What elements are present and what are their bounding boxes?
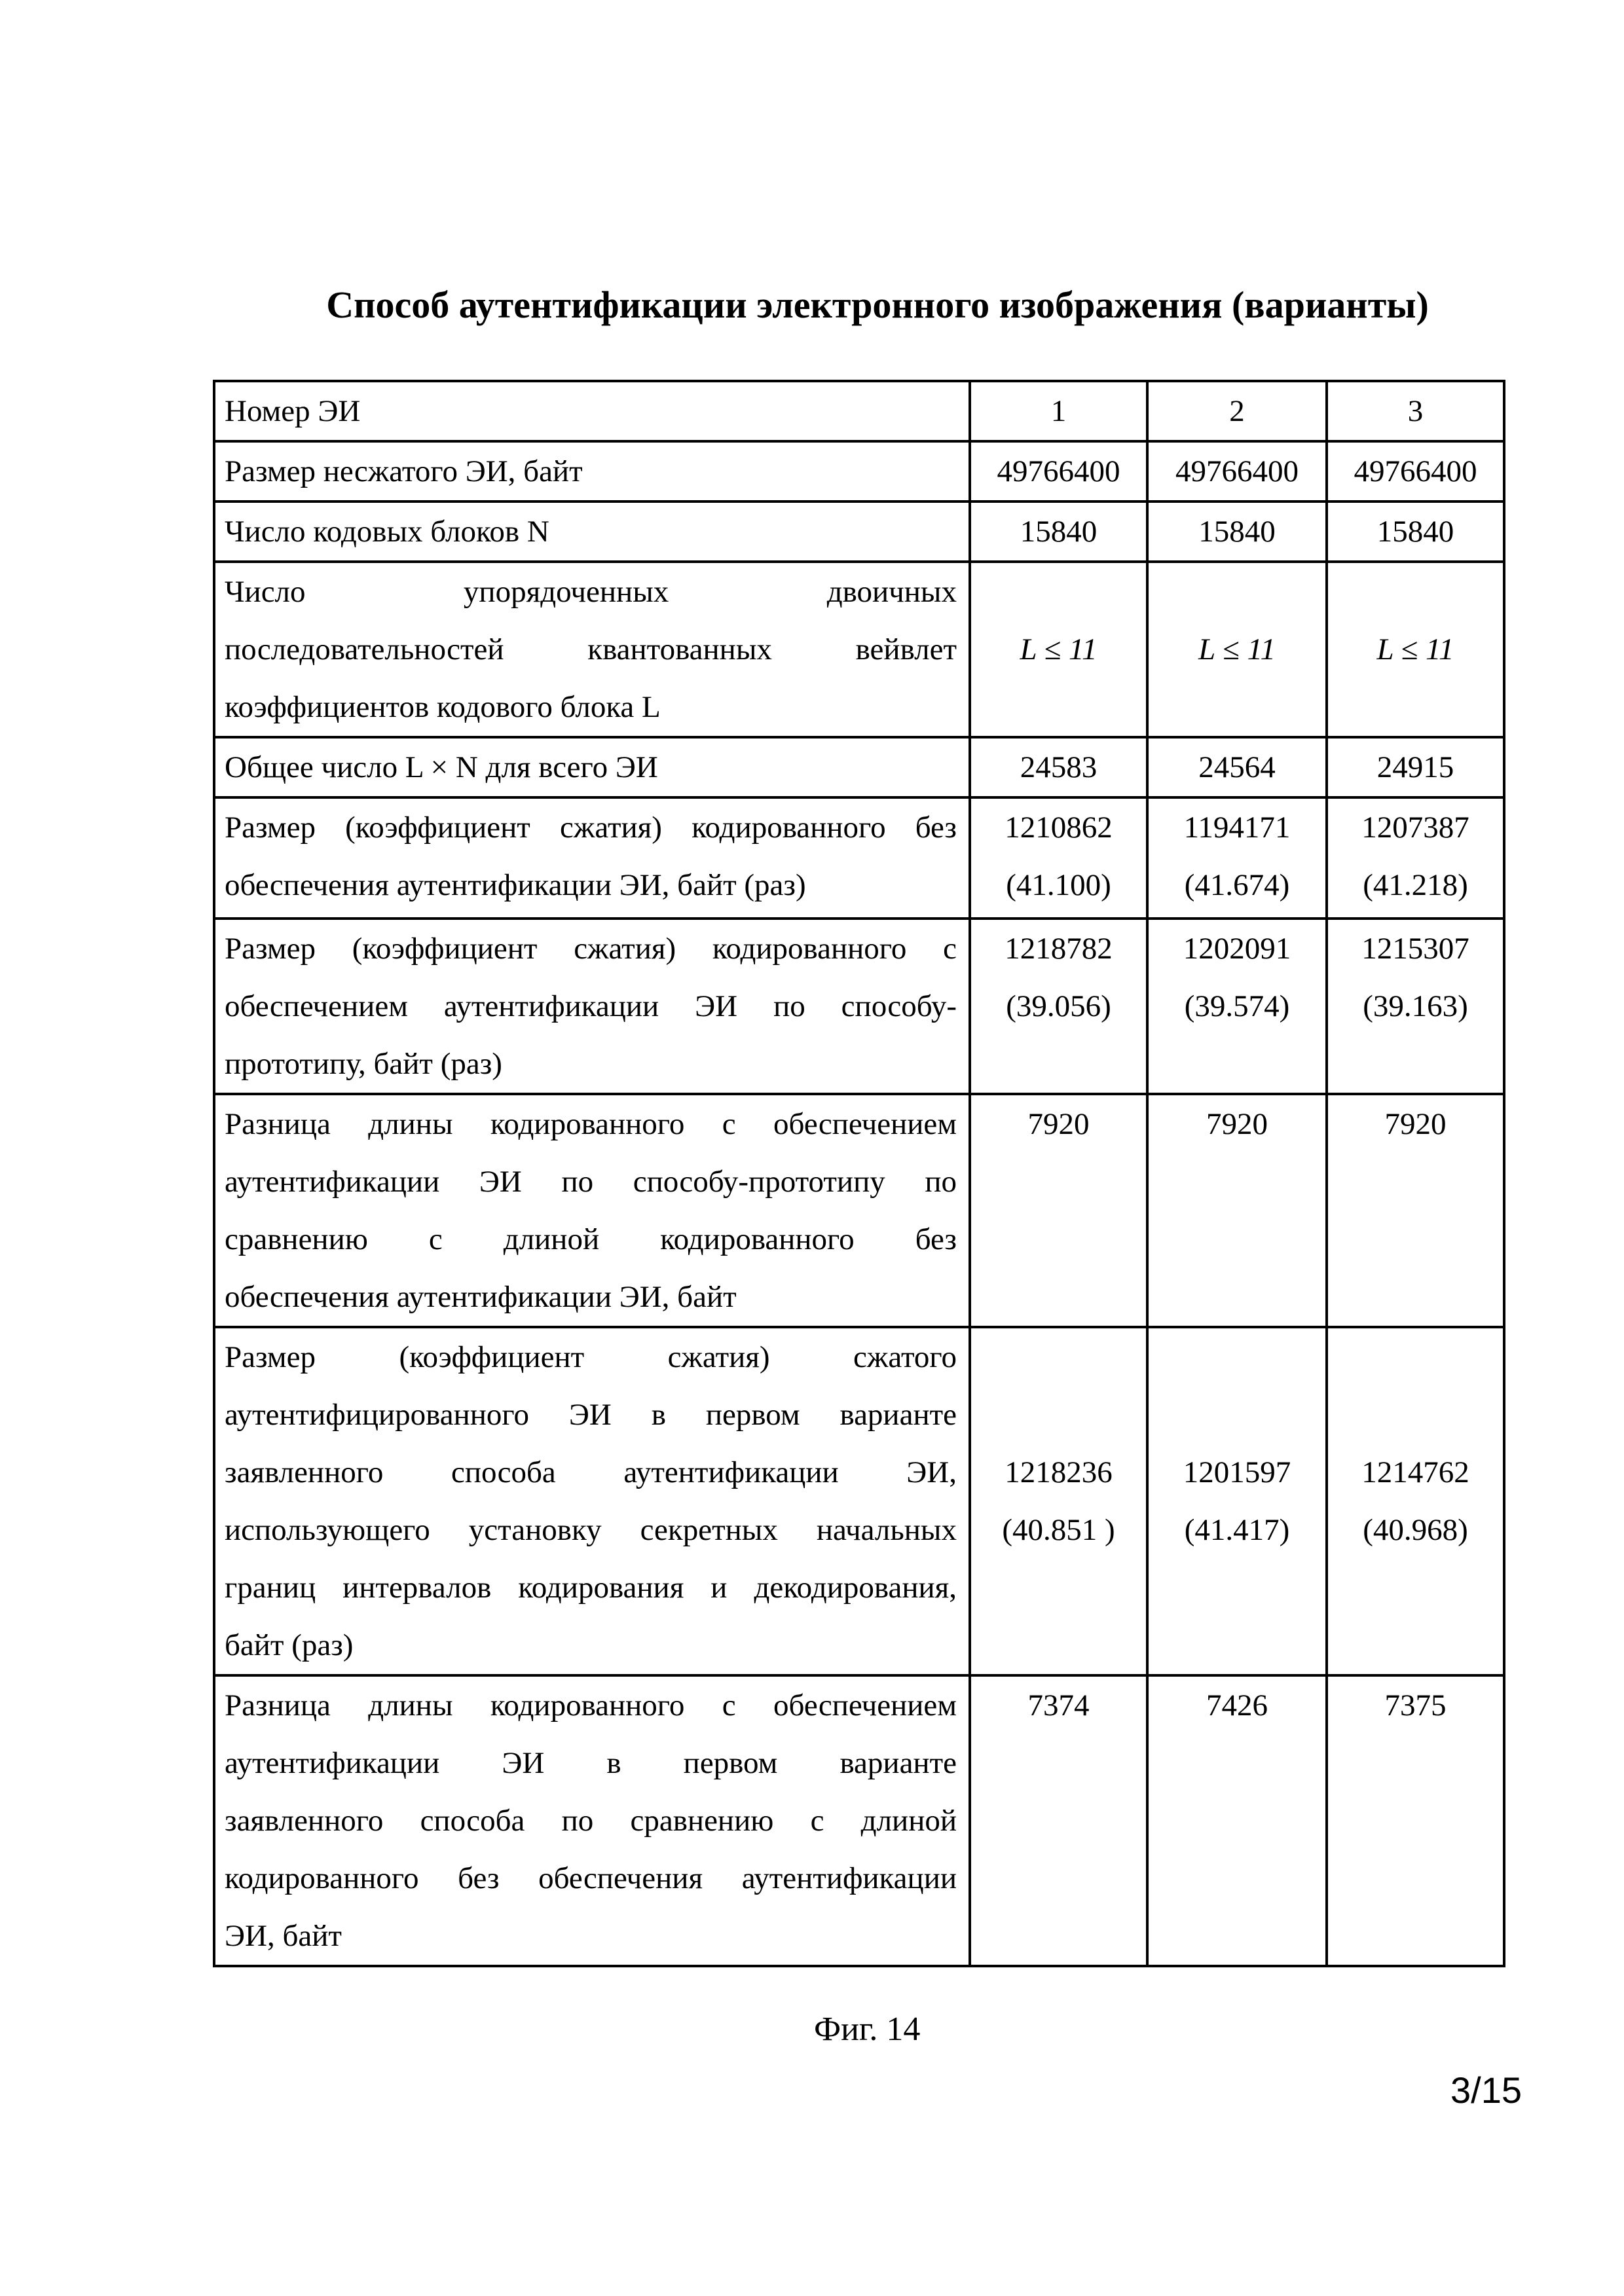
row-label-line: Число упорядоченных двоичных: [225, 575, 957, 609]
row-label-line: использующего установку секретных начальных: [225, 1513, 957, 1547]
value-cell-col-3: [1327, 737, 1504, 797]
value-cell-col-1: [970, 1327, 1147, 1675]
cell-value: 7920: [1027, 1107, 1090, 1141]
table-row: [214, 737, 1504, 797]
row-label-line: заявленного способа по сравнению с длиной: [225, 1804, 957, 1838]
value-cell-col-1: [970, 1675, 1147, 1966]
cell-value: 1215307: [1361, 932, 1469, 966]
row-label-line: Размер (коэффициент сжатия) сжатого: [225, 1340, 957, 1374]
value-cell-col-2: [1147, 441, 1327, 501]
row-label-line: обеспечения аутентификации ЭИ, байт (раз): [225, 868, 806, 902]
value-cell-col-3: [1327, 441, 1504, 501]
cell-compression-ratio: (39.163): [1363, 989, 1468, 1023]
results-table: [213, 380, 1505, 1967]
value-cell-col-1: [970, 919, 1147, 1094]
cell-value: 7375: [1384, 1688, 1447, 1722]
row-label-line: кодированного без обеспечения аутентификации: [225, 1861, 957, 1895]
cell-value: 49766400: [1354, 454, 1477, 488]
row-label-cell: [214, 562, 970, 737]
value-cell-col-1: [970, 737, 1147, 797]
table-row: [214, 797, 1504, 919]
cell-value: 1201597: [1183, 1455, 1291, 1489]
row-label-line: коэффициентов кодового блока L: [225, 690, 661, 724]
value-cell-col-2: [1147, 501, 1327, 562]
row-label-cell: [214, 441, 970, 501]
value-cell-col-1: [970, 1094, 1147, 1327]
row-label-line: Разница длины кодированного с обеспечением: [225, 1688, 957, 1722]
figure-caption: Фиг. 14: [814, 2011, 921, 2048]
cell-compression-ratio: (40.968): [1363, 1513, 1468, 1547]
cell-compression-ratio: (40.851 ): [1002, 1513, 1115, 1547]
cell-value: L ≤ 11: [1376, 632, 1454, 666]
table-header-row: [214, 381, 1504, 441]
cell-compression-ratio: (39.056): [1006, 989, 1111, 1023]
row-label-line: последовательностей квантованных вейвлет: [225, 632, 957, 666]
table-row: [214, 441, 1504, 501]
cell-value: L ≤ 11: [1020, 632, 1098, 666]
row-label-line: Число кодовых блоков N: [225, 515, 549, 549]
value-cell-col-3: [1327, 501, 1504, 562]
row-label-line: Размер (коэффициент сжатия) кодированного с: [225, 932, 957, 966]
row-label-line: заявленного способа аутентификации ЭИ,: [225, 1455, 957, 1489]
cell-value: 49766400: [997, 454, 1120, 488]
cell-value: 7426: [1206, 1688, 1268, 1722]
document-title: Способ аутентификации электронного изображения (варианты): [326, 283, 1429, 326]
row-label-line: сравнению с длиной кодированного без: [225, 1222, 957, 1256]
value-cell-col-3: [1327, 1675, 1504, 1966]
value-cell-col-1: [970, 441, 1147, 501]
cell-value: 24583: [1020, 750, 1098, 784]
row-label-line: ЭИ, байт: [225, 1919, 342, 1953]
value-cell-col-2: [1147, 919, 1327, 1094]
cell-value: 1218236: [1005, 1455, 1113, 1489]
row-label-line: байт (раз): [225, 1628, 354, 1662]
row-label-cell: [214, 1327, 970, 1675]
row-label-line: границ интервалов кодирования и декодирования,: [225, 1571, 957, 1605]
cell-compression-ratio: (41.674): [1184, 868, 1290, 902]
cell-value: 7920: [1384, 1107, 1447, 1141]
table-row: [214, 1675, 1504, 1966]
value-cell-col-3: [1327, 797, 1504, 919]
value-cell-col-1: [970, 562, 1147, 737]
page-number: 3/15: [1450, 2069, 1522, 2111]
cell-value: 1218782: [1005, 932, 1113, 966]
row-label-cell: [214, 1094, 970, 1327]
value-cell-col-3: [1327, 919, 1504, 1094]
row-label-cell: [214, 919, 970, 1094]
table-row: [214, 1094, 1504, 1327]
cell-value: 1210862: [1005, 811, 1113, 845]
row-label-line: обеспечения аутентификации ЭИ, байт: [225, 1280, 737, 1314]
cell-compression-ratio: (41.417): [1184, 1513, 1290, 1547]
value-cell-col-1: [970, 797, 1147, 919]
row-label-line: прототипу, байт (раз): [225, 1047, 502, 1081]
value-cell-col-3: [1327, 1327, 1504, 1675]
row-label-cell: [214, 501, 970, 562]
header-label-cell: [214, 381, 970, 441]
value-cell-col-2: [1147, 1094, 1327, 1327]
cell-value: 49766400: [1175, 454, 1299, 488]
row-label-line: Размер несжатого ЭИ, байт: [225, 454, 583, 488]
cell-value: 15840: [1198, 515, 1276, 549]
cell-value: 15840: [1376, 515, 1454, 549]
cell-value: 24564: [1198, 750, 1276, 784]
row-label-line: аутентификации ЭИ по способу-прототипу по: [225, 1165, 957, 1199]
cell-value: 24915: [1376, 750, 1454, 784]
row-label-line: аутентификации ЭИ в первом варианте: [225, 1746, 957, 1780]
header-column-2: 2: [1147, 381, 1327, 441]
table-row: [214, 562, 1504, 737]
row-label-line: Размер (коэффициент сжатия) кодированного без: [225, 811, 957, 845]
row-label-cell: [214, 737, 970, 797]
value-cell-col-2: [1147, 737, 1327, 797]
cell-compression-ratio: (41.100): [1006, 868, 1111, 902]
cell-value: 1194171: [1183, 811, 1291, 845]
value-cell-col-2: [1147, 562, 1327, 737]
row-label-line: аутентифицированного ЭИ в первом варианте: [225, 1398, 957, 1432]
cell-compression-ratio: (41.218): [1363, 868, 1468, 902]
header-column-1: 1: [970, 381, 1147, 441]
header-label: Номер ЭИ: [225, 394, 361, 428]
value-cell-col-2: [1147, 1675, 1327, 1966]
value-cell-col-2: [1147, 1327, 1327, 1675]
value-cell-col-3: [1327, 1094, 1504, 1327]
table-row: [214, 501, 1504, 562]
cell-value: 7920: [1206, 1107, 1268, 1141]
value-cell-col-3: [1327, 562, 1504, 737]
row-label-line: обеспечением аутентификации ЭИ по способу-: [225, 989, 957, 1023]
cell-value: 7374: [1027, 1688, 1090, 1722]
value-cell-col-2: [1147, 797, 1327, 919]
cell-value: L ≤ 11: [1198, 632, 1276, 666]
row-label-cell: [214, 797, 970, 919]
cell-value: 1207387: [1361, 811, 1469, 845]
table-row: [214, 1327, 1504, 1675]
row-label-line: Разница длины кодированного с обеспечением: [225, 1107, 957, 1141]
table-row: [214, 919, 1504, 1094]
cell-value: 1214762: [1361, 1455, 1469, 1489]
cell-value: 1202091: [1183, 932, 1291, 966]
header-column-3: 3: [1327, 381, 1504, 441]
row-label-line: Общее число L × N для всего ЭИ: [225, 750, 658, 784]
cell-compression-ratio: (39.574): [1184, 989, 1290, 1023]
row-label-cell: [214, 1675, 970, 1966]
cell-value: 15840: [1020, 515, 1098, 549]
value-cell-col-1: [970, 501, 1147, 562]
